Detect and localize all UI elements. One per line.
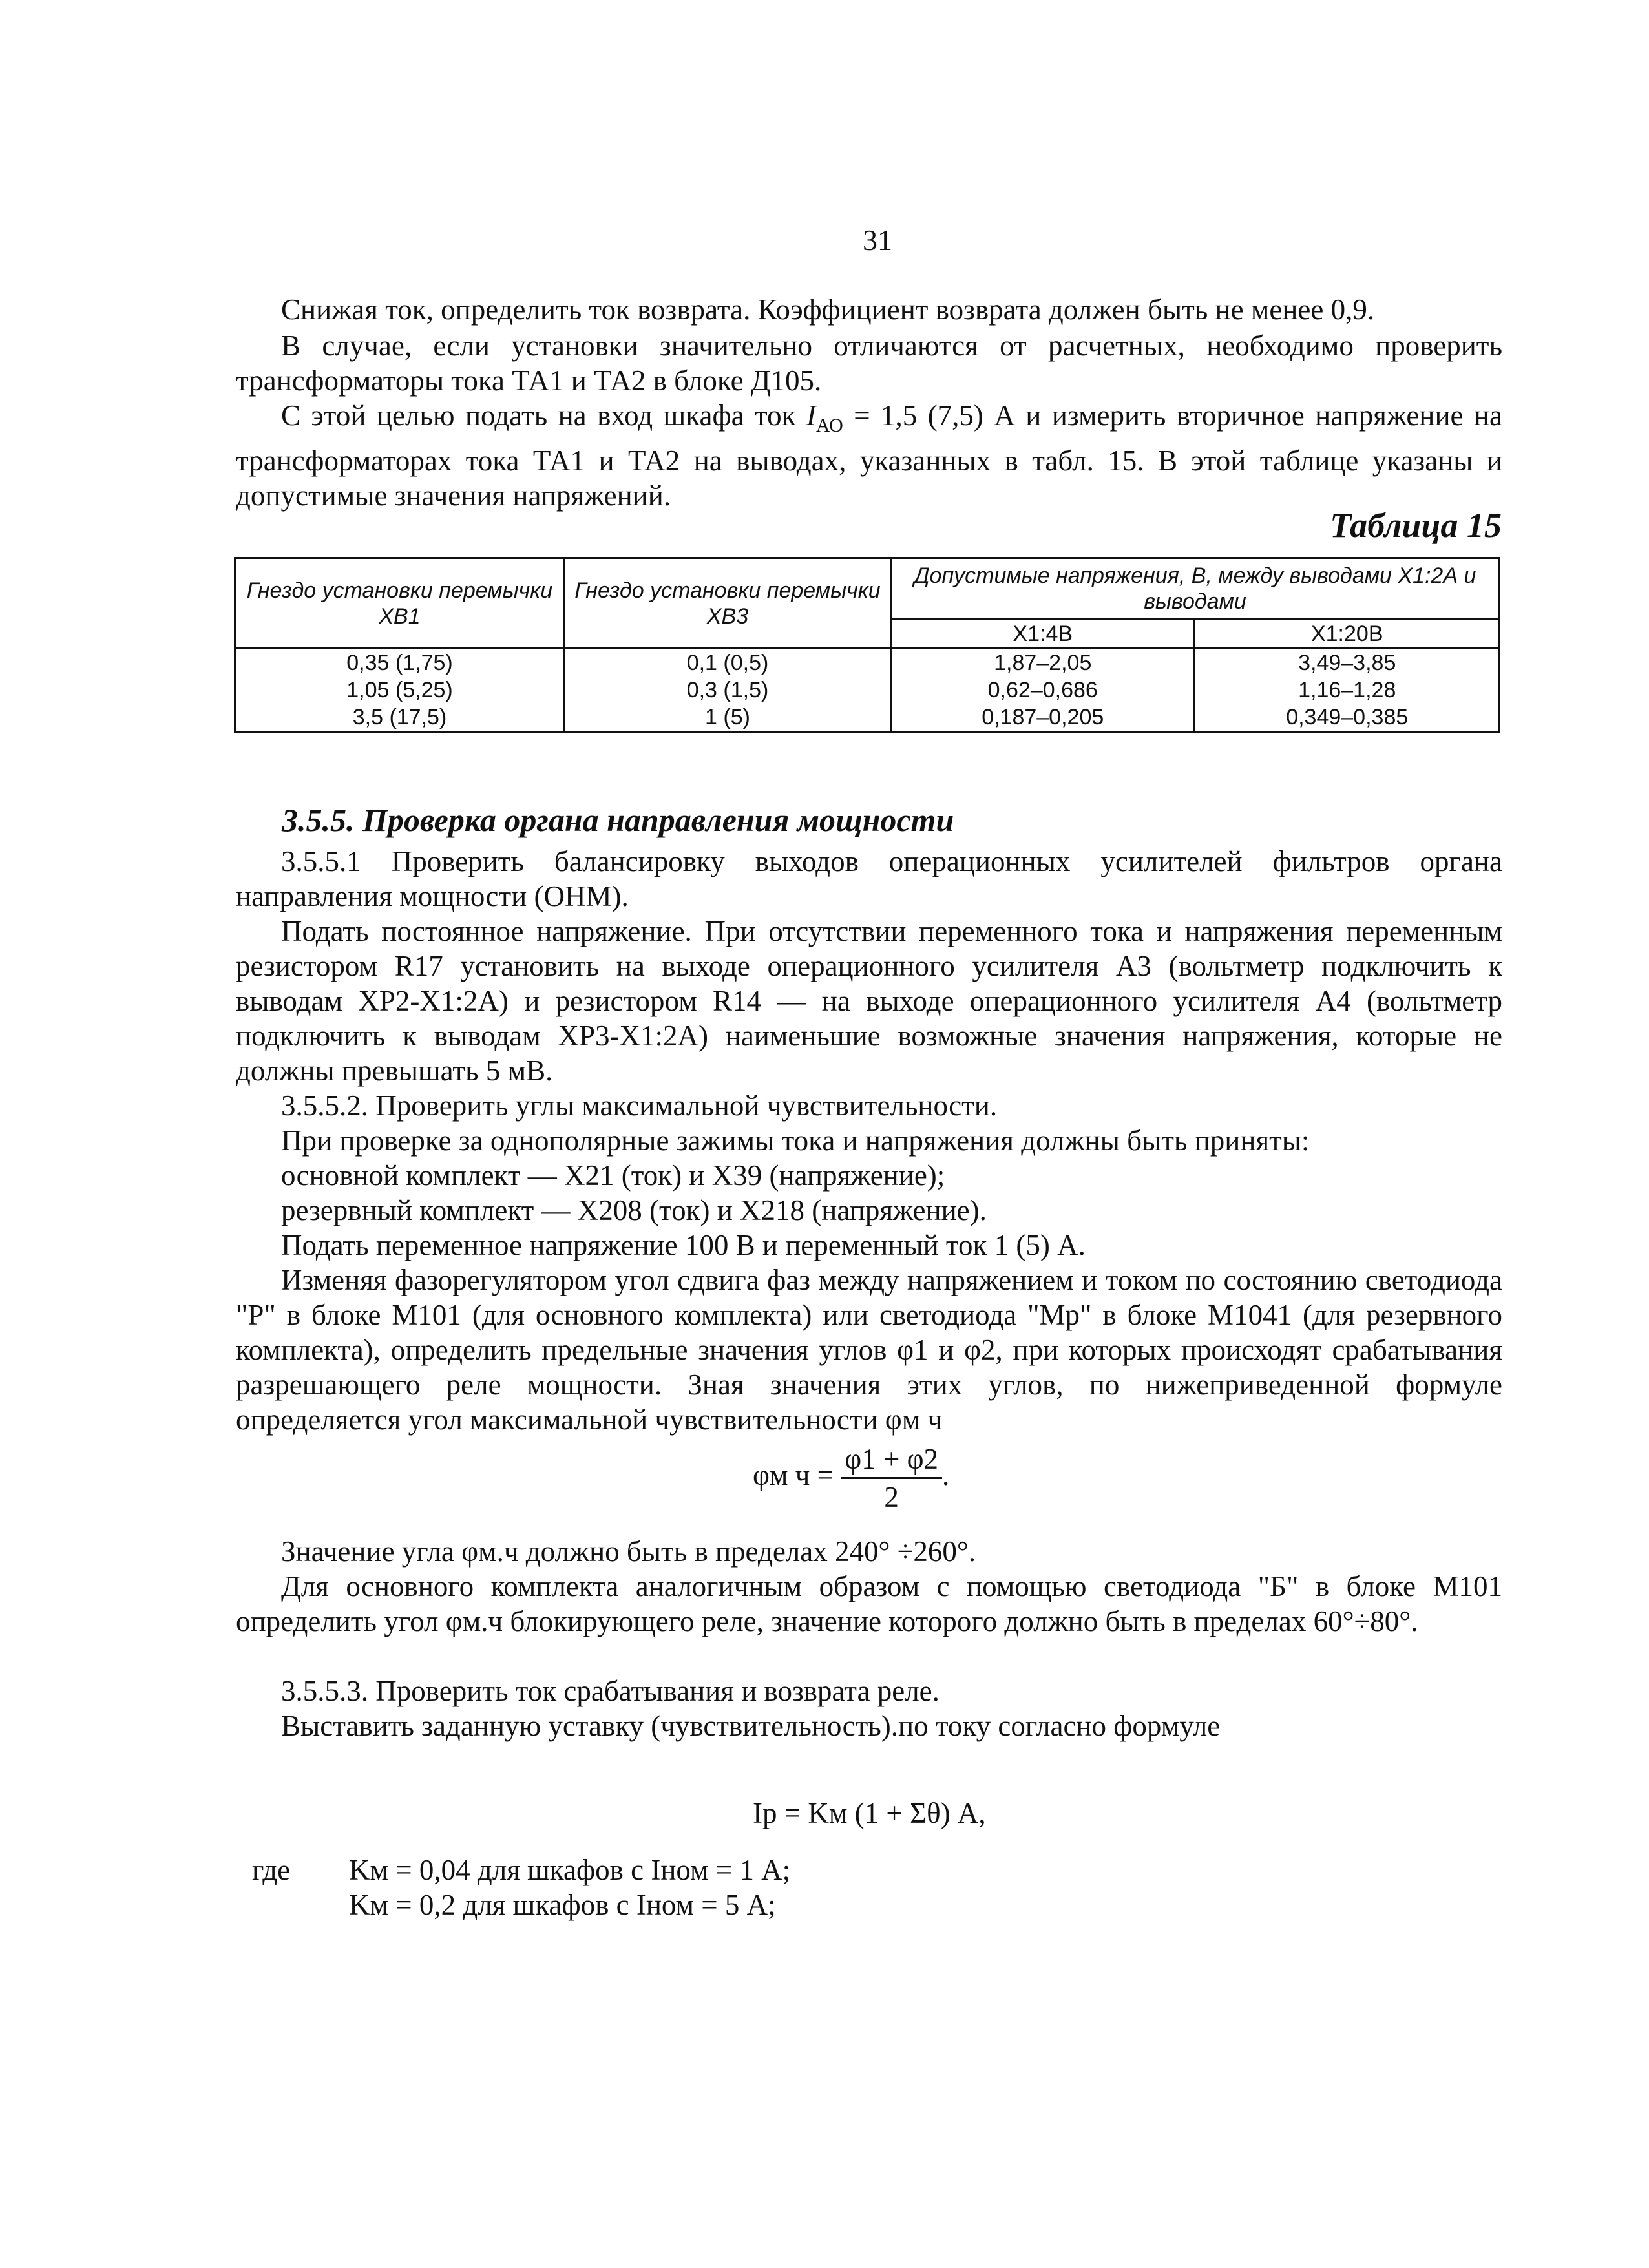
table-cell: 3,5 (17,5)	[235, 704, 565, 732]
current-subscript: АО	[815, 415, 843, 436]
table-cell: 3,49–3,85	[1195, 649, 1500, 677]
formula-1-denominator: 2	[884, 1481, 899, 1513]
section-paragraph-6: резервный комплект — Х208 (ток) и Х218 (напряжение).	[281, 1194, 987, 1226]
subheader-x1-4b: Х1:4В	[891, 620, 1195, 649]
definition-2: Kм = 0,2 для шкафов с Iном = 5 А;	[349, 1889, 776, 1921]
voltage-table	[234, 557, 1500, 733]
section-paragraph-8: Изменяя фазорегулятором угол сдвига фаз между напряжением и током по состоянию светодиода "Р" в блоке М101 (для основного комплекта) или светодиода "Мр" в блоке М1041 (для резервного комплекта), определить предельные значения углов φ1 и φ2, при которых происходят срабатывания разрешающего реле мощности. Зная значения этих углов, по нижеприведенной формуле определяется угол максимальной чувствительности φм ч	[236, 1264, 1502, 1436]
section-paragraph-4: При проверке за однополярные зажимы тока и напряжения должны быть приняты:	[281, 1124, 1310, 1157]
table-row	[235, 677, 1500, 704]
intro-paragraph-3-start: С этой целью подать на вход шкафа ток	[281, 399, 806, 432]
formula-max-sensitivity	[753, 1441, 949, 1515]
header-xb1: Гнездо установки перемычки ХВ1	[235, 558, 565, 649]
formula-1-end: .	[942, 1458, 950, 1491]
intro-paragraph-1: Снижая ток, определить ток возврата. Коэффициент возврата должен быть не менее 0,9.	[281, 293, 1375, 326]
table-cell: 1 (5)	[565, 704, 891, 732]
section-paragraph-1: 3.5.5.1 Проверить балансировку выходов операционных усилителей фильтров органа направления мощности (ОНМ).	[236, 845, 1502, 912]
definition-1: Kм = 0,04 для шкафов с Iном = 1 А;	[349, 1854, 791, 1886]
intro-paragraph-2: В случае, если установки значительно отличаются от расчетных, необходимо проверить трансформаторы тока ТА1 и ТА2 в блоке Д105.	[236, 330, 1502, 397]
table-cell: 0,349–0,385	[1195, 704, 1500, 732]
formula-1-numerator: φ1 + φ2	[841, 1441, 942, 1479]
section-paragraph-2: Подать постоянное напряжение. При отсутствии переменного тока и напряжения переменным резистором R17 установить на выходе операционного усилителя А3 (вольтметр подключить к выводам ХР2-Х1:2А) и резистором R14 — на выходе операционного усилителя А4 (вольтметр подключить к выводам ХР3-Х1:2А) наименьшие возможные значения напряжения, которые не должны превышать 5 мВ.	[236, 915, 1502, 1087]
table-row	[235, 704, 1500, 732]
section-paragraph-3: 3.5.5.2. Проверить углы максимальной чувствительности.	[281, 1089, 998, 1122]
subheader-x1-20b: Х1:20В	[1195, 620, 1500, 649]
table-cell: 1,87–2,05	[891, 649, 1195, 677]
table-caption: Таблица 15	[1330, 506, 1502, 545]
intro-paragraph-3-end: = 1,5 (7,5) А и измерить вторичное напряжение на трансформаторах тока ТА1 и ТА2 на выводах, указанных в табл. 15. В этой таблице указаны и допустимые значения напряжений.	[236, 399, 1503, 512]
intro-paragraph-3	[236, 398, 1502, 513]
where-label: где	[252, 1854, 291, 1886]
section-paragraph-9: Значение угла φм.ч должно быть в пределах 240° ÷260°.	[281, 1535, 976, 1568]
section-paragraph-5: основной комплект — Х21 (ток) и Х39 (напряжение);	[281, 1159, 945, 1192]
section-paragraph-12: Выставить заданную уставку (чувствительность).по току согласно формуле	[281, 1710, 1221, 1742]
table-cell: 0,3 (1,5)	[565, 677, 891, 704]
formula-1-lhs: φм ч =	[753, 1458, 834, 1491]
table-cell: 1,05 (5,25)	[235, 677, 565, 704]
table-cell: 0,187–0,205	[891, 704, 1195, 732]
section-title: 3.5.5. Проверка органа направления мощности	[282, 802, 954, 838]
section-paragraph-10: Для основного комплекта аналогичным образом с помощью светодиода "Б" в блоке М101 определить угол φм.ч блокирующего реле, значение которого должно быть в пределах 60°÷80°.	[236, 1570, 1502, 1637]
formula-1-fraction	[841, 1441, 942, 1515]
current-variable: I	[806, 399, 816, 432]
table-cell: 0,62–0,686	[891, 677, 1195, 704]
table-row	[235, 649, 1500, 677]
header-voltages: Допустимые напряжения, В, между выводами Х1:2А и выводами	[891, 558, 1500, 620]
table-cell: 0,35 (1,75)	[235, 649, 565, 677]
section-paragraph-7: Подать переменное напряжение 100 В и переменный ток 1 (5) А.	[281, 1229, 1086, 1261]
section-paragraph-11: 3.5.5.3. Проверить ток срабатывания и возврата реле.	[281, 1675, 940, 1707]
page-number: 31	[863, 224, 892, 257]
header-xb3: Гнездо установки перемычки ХВ3	[565, 558, 891, 649]
table-cell: 1,16–1,28	[1195, 677, 1500, 704]
formula-pickup-current: Iр = Kм (1 + Σθ) А,	[753, 1797, 986, 1829]
table-cell: 0,1 (0,5)	[565, 649, 891, 677]
